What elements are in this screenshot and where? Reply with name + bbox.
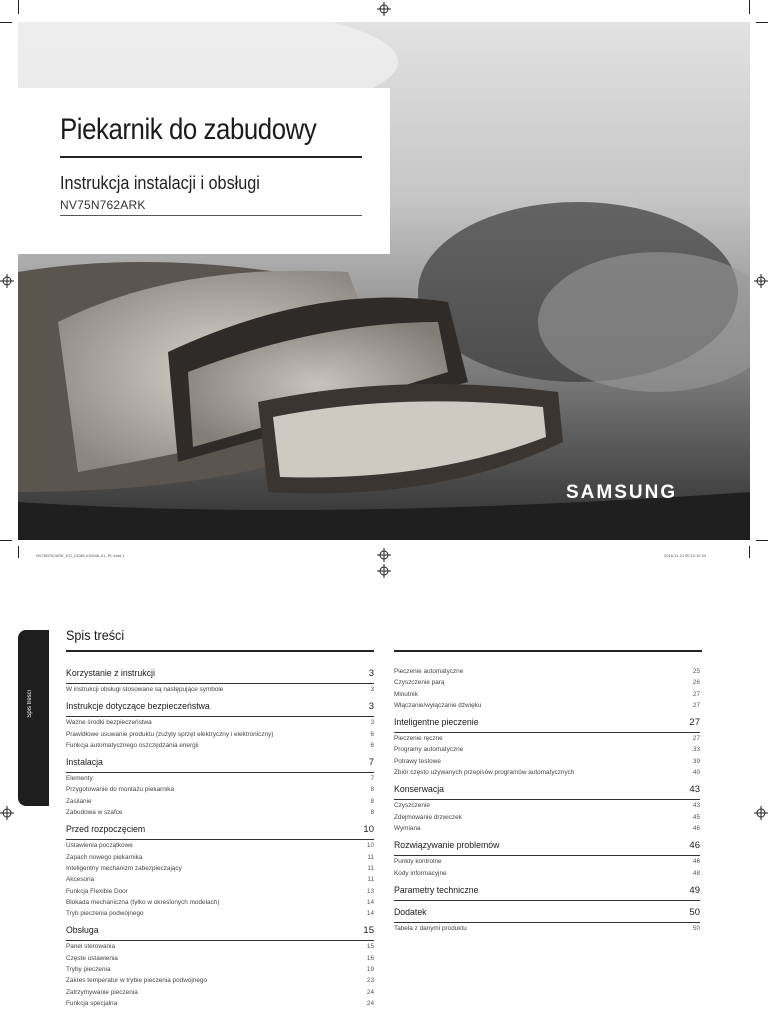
toc-section-page: 10 <box>363 824 374 836</box>
side-tab-label: Spis treści <box>27 690 33 718</box>
registration-mark-icon <box>754 274 768 288</box>
toc-entry-page: 25 <box>692 668 700 675</box>
toc-entry-label: Inteligentny mechanizm zabezpieczający <box>66 864 182 872</box>
toc-entry-label: Blokada mechaniczna (tylko w określonych modelach) <box>66 898 220 906</box>
toc-entry-page: 8 <box>370 809 374 817</box>
brand-logo: SAMSUNG <box>566 482 678 503</box>
toc-entry-page: 39 <box>692 757 700 765</box>
toc-section-heading[interactable] <box>394 907 700 923</box>
toc-entry[interactable] <box>66 863 374 874</box>
toc-entry-label: Funkcja Flexible Door <box>66 887 128 895</box>
toc-entry-page: 16 <box>366 954 374 962</box>
side-tab <box>18 630 49 806</box>
toc-section-title: Parametry techniczne <box>394 884 479 896</box>
toc-section-title: Dodatek <box>394 906 427 918</box>
toc-section-page: 50 <box>689 906 700 918</box>
toc-entry-label: Prawidłowe usuwanie produktu (zużyty sprzęt elektryczny i elektroniczny) <box>66 730 274 738</box>
toc-entry-label: Zapach nowego piekarnika <box>66 853 143 861</box>
crop-mark <box>749 0 750 14</box>
toc-entry[interactable] <box>394 923 700 934</box>
toc-entry-label: Akcesoria <box>66 876 95 884</box>
toc-section-page: 3 <box>368 701 374 713</box>
toc-entry[interactable] <box>66 796 374 807</box>
toc-entry-label: Kody informacyjne <box>394 869 447 877</box>
crop-mark <box>18 0 19 14</box>
print-slug-right: 2018-11-21 ￼ 10:10:33 <box>664 553 706 558</box>
toc-entry-label: Zakres temperatur w trybie pieczenia podwójnego <box>66 977 208 985</box>
toc-entry[interactable] <box>394 700 700 711</box>
registration-mark-icon <box>0 274 14 288</box>
toc-entry-label: Pieczenie ręczne <box>394 735 443 743</box>
toc-section-page: 49 <box>689 884 700 896</box>
toc-section <box>394 907 700 934</box>
toc-entry[interactable] <box>66 941 374 952</box>
toc-section <box>66 757 374 818</box>
toc-section <box>394 717 700 778</box>
toc-entry-label: Czyszczenie <box>394 802 430 810</box>
toc-entry-label: Wymiana <box>394 824 421 832</box>
toc-entry[interactable] <box>394 800 700 811</box>
toc-section-page: 15 <box>363 925 374 937</box>
toc-entry-page: 48 <box>692 869 700 877</box>
toc-entry[interactable] <box>66 852 374 863</box>
registration-mark-icon <box>377 548 391 562</box>
toc-entry-label: Tabela z danymi produktu <box>394 924 467 932</box>
toc-entry-page: 14 <box>366 898 374 906</box>
cover-title: Piekarnik do zabudowy <box>60 113 317 146</box>
toc-entry-page: 27 <box>692 690 700 698</box>
toc-entry-label: Zatrzymywanie pieczenia <box>66 988 138 996</box>
toc-entry[interactable] <box>394 868 700 879</box>
title-divider <box>60 215 362 216</box>
toc-entry-label: W instrukcji obsługi stosowane są następujące symbole <box>66 686 224 693</box>
toc-entry-page: 27 <box>692 735 700 743</box>
toc-entry-label: Zdejmowanie drzwiczek <box>394 813 462 821</box>
toc-entry-label: Zasilanie <box>66 797 92 805</box>
toc-section <box>394 885 700 901</box>
toc-entry[interactable] <box>66 840 374 851</box>
toc-entry[interactable] <box>394 756 700 767</box>
toc-entry-label: Programy automatyczne <box>394 746 464 754</box>
toc-entry[interactable] <box>394 856 700 867</box>
toc-entry-label: Potrawy testowe <box>394 757 441 765</box>
toc-entry-page: 11 <box>367 876 374 884</box>
toc-entry-label: Pieczenie automatyczne <box>394 668 464 675</box>
toc-section-heading[interactable] <box>66 925 374 941</box>
registration-mark-icon <box>377 564 391 578</box>
cover-title-panel <box>18 88 390 254</box>
toc-entry[interactable] <box>66 908 374 919</box>
toc-entry-page: 10 <box>366 842 374 850</box>
toc-entry[interactable] <box>66 729 374 740</box>
toc-entry-label: Zbiór często używanych przepisów programów automatycznych <box>394 769 575 777</box>
toc-section-title: Korzystanie z instrukcji <box>66 668 155 679</box>
toc-entry[interactable] <box>394 666 700 677</box>
crop-mark <box>0 22 12 23</box>
toc-entry[interactable] <box>66 740 374 751</box>
toc-entry-page: 3 <box>370 686 374 693</box>
toc-entry[interactable] <box>66 897 374 908</box>
toc-entry[interactable] <box>66 964 374 975</box>
toc-section-page: 27 <box>689 717 700 729</box>
toc-entry[interactable] <box>394 733 700 744</box>
toc-entry-page: 11 <box>367 864 374 872</box>
print-slug-left: NV75N762ARK_EO_DG68-01094A-01_PL.indd 1 <box>36 553 125 558</box>
toc-entry[interactable] <box>394 812 700 823</box>
toc-section-title: Instalacja <box>66 757 103 769</box>
toc-section-title: Obsługa <box>66 925 99 937</box>
toc-heading: Spis treści <box>66 627 125 643</box>
toc-entry-label: Panel sterowania <box>66 943 116 951</box>
toc-entry-label: Czyszczenie parą <box>394 679 445 687</box>
model-number: NV75N762ARK <box>60 198 146 212</box>
toc-entry[interactable] <box>394 823 700 834</box>
crop-mark <box>18 546 19 558</box>
toc-entry-page: 19 <box>366 966 374 974</box>
toc-entry-page: 15 <box>366 943 374 951</box>
toc-section-page: 7 <box>368 757 374 769</box>
toc-entry-page: 27 <box>692 701 700 709</box>
toc-divider <box>394 650 702 652</box>
toc-entry-page: 24 <box>366 988 374 996</box>
toc-entry-page: 11 <box>367 853 374 861</box>
toc-entry-page: 40 <box>692 769 700 777</box>
toc-section-heading[interactable] <box>66 824 374 840</box>
toc-entry-page: 6 <box>370 741 374 749</box>
toc-divider <box>66 650 374 652</box>
crop-mark <box>756 540 768 541</box>
toc-section-page: 43 <box>689 784 700 796</box>
toc-section-heading[interactable] <box>66 757 374 773</box>
toc-entry-page: 45 <box>692 813 700 821</box>
toc-entry-page: 14 <box>366 910 374 918</box>
toc-entry-page: 24 <box>366 999 374 1007</box>
toc-entry[interactable] <box>66 874 374 885</box>
toc-section-heading[interactable] <box>394 840 700 856</box>
toc-section-page: 3 <box>368 668 374 679</box>
toc-entry-label: Funkcja automatycznego oszczędzania energii <box>66 741 199 749</box>
toc-entry-label: Tryby pieczenia <box>66 966 111 974</box>
toc-entry-label: Przygotowanie do montażu piekarnika <box>66 786 174 794</box>
toc-entry-page: 8 <box>370 786 374 794</box>
toc-entry-page: 6 <box>370 730 374 738</box>
toc-entry-label: Włączanie/wyłączanie dźwięku <box>394 701 482 709</box>
crop-mark <box>756 22 768 23</box>
toc-entry-label: Funkcja specjalna <box>66 999 118 1007</box>
toc-entry-page: 23 <box>366 977 374 985</box>
toc-entry[interactable] <box>66 953 374 964</box>
toc-entry-label: Częste ustawienia <box>66 954 118 962</box>
toc-entry-label: Punkty kontrolne <box>394 858 442 866</box>
toc-entry[interactable] <box>66 886 374 897</box>
toc-entry-page: 26 <box>692 679 700 687</box>
toc-entry[interactable] <box>66 987 374 998</box>
toc-entry-label: Elementy <box>66 775 93 783</box>
toc-entry[interactable] <box>66 684 374 695</box>
toc-section <box>66 668 374 695</box>
toc-entry-page: 46 <box>692 824 700 832</box>
toc-section-title: Konserwacja <box>394 784 445 796</box>
cover-subtitle: Instrukcja instalacji i obsługi <box>60 173 260 193</box>
toc-section-title: Przed rozpoczęciem <box>66 824 146 836</box>
toc-entry[interactable] <box>394 767 700 778</box>
toc-entry[interactable] <box>66 998 374 1009</box>
toc-right-column <box>394 666 700 934</box>
toc-entry[interactable] <box>66 717 374 728</box>
toc-section-heading[interactable] <box>394 885 700 901</box>
toc-entry-label: Ważne środki bezpieczeństwa <box>66 719 152 727</box>
toc-section-heading[interactable] <box>394 784 700 800</box>
toc-entry-label: Minutnik <box>394 690 418 698</box>
toc-entry-page: 33 <box>692 746 700 754</box>
toc-section <box>66 824 374 919</box>
crop-mark <box>749 546 750 558</box>
toc-entry-page: 50 <box>692 924 700 932</box>
toc-section <box>394 840 700 879</box>
toc-entry[interactable] <box>394 689 700 700</box>
toc-left-column <box>66 668 374 1009</box>
toc-entry-page: 8 <box>370 797 374 805</box>
toc-entry[interactable] <box>66 807 374 818</box>
toc-section <box>66 701 374 751</box>
toc-section-heading[interactable] <box>394 717 700 733</box>
toc-section-title: Instrukcje dotyczące bezpieczeństwa <box>66 701 210 713</box>
toc-entry[interactable] <box>66 975 374 986</box>
toc-entry[interactable] <box>66 784 374 795</box>
toc-entry[interactable] <box>66 773 374 784</box>
crop-mark <box>0 540 12 541</box>
toc-entry-label: Tryb pieczenia podwójnego <box>66 910 144 918</box>
toc-entry-page: 43 <box>692 802 700 810</box>
toc-section-title: Rozwiązywanie problemów <box>394 840 500 852</box>
toc-entry-page: 13 <box>366 887 374 895</box>
registration-mark-icon <box>754 806 768 820</box>
title-divider <box>60 156 362 158</box>
toc-entry-label: Ustawienia początkowe <box>66 842 133 850</box>
registration-mark-icon <box>0 806 14 820</box>
toc-entry-page: 46 <box>692 858 700 866</box>
toc-entry[interactable] <box>394 744 700 755</box>
toc-section-page: 46 <box>689 840 700 852</box>
toc-entry-page: 7 <box>370 775 374 783</box>
toc-section-heading[interactable] <box>66 668 374 684</box>
toc-section-title: Inteligentne pieczenie <box>394 717 479 729</box>
toc-section-heading[interactable] <box>66 701 374 717</box>
registration-mark-icon <box>377 2 391 16</box>
toc-entry-page: 3 <box>370 719 374 727</box>
toc-entry[interactable] <box>394 677 700 688</box>
toc-section <box>394 784 700 834</box>
toc-section <box>66 925 374 1009</box>
toc-entry-label: Zabudowa w szafce <box>66 809 123 817</box>
